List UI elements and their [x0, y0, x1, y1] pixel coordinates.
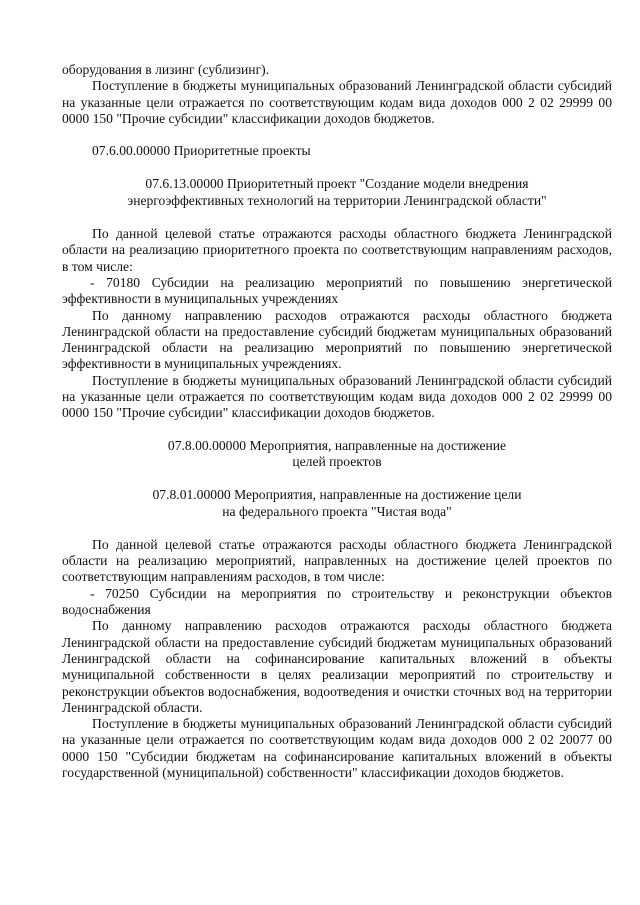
heading-priority-project	[62, 176, 612, 209]
heading-priority-project-line1: 07.6.13.00000 Приоритетный проект "Создание модели внедрения	[145, 176, 529, 192]
paragraph-receipts-2: Поступление в бюджеты муниципальных образований Ленинградской области субсидий на указанные цели отражается по соответствующим кодам вида доходов 000 2 02 29999 00 0000 150 "Прочие субсидии" классификации доходов бюджетов.	[62, 372, 612, 421]
heading-priority-project-line2: энергоэффективных технологий на территории Ленинградской области"	[127, 192, 547, 208]
document-page	[62, 62, 612, 781]
heading-measures	[62, 438, 612, 471]
heading-clean-water-line2: на федерального проекта "Чистая вода"	[222, 503, 452, 519]
paragraph-priority-article: По данной целевой статье отражаются расходы областного бюджета Ленинградской области на реализацию приоритетного проекта по соответствующим направлениям расходов, в том числе:	[62, 226, 612, 274]
heading-clean-water	[62, 487, 612, 520]
paragraph-intro-tail: оборудования в лизинг (сублизинг).	[62, 62, 270, 77]
paragraph-receipts-1: Поступление в бюджеты муниципальных образований Ленинградской области субсидий на указанные цели отражается по соответствующим кодам вида доходов 000 2 02 29999 00 0000 150 "Прочие субсидии" классификации доходов бюджетов.	[62, 78, 612, 126]
heading-measures-line1: 07.8.00.00000 Мероприятия, направленные на достижение	[167, 437, 507, 453]
heading-measures-line2: целей проектов	[292, 453, 382, 469]
paragraph-70180-direction: По данному направлению расходов отражаются расходы областного бюджета Ленинградской области на предоставление субсидий бюджетам муниципальных образований Ленинградской области на реализацию мероприятий по повышению энергетической эффективности в муниципальных учреждениях.	[62, 307, 612, 372]
paragraph-measures-article: По данной целевой статье отражаются расходы областного бюджета Ленинградской области на реализацию мероприятий, направленных на достижение целей проектов по соответствующим направлениям расходов, в том числе:	[62, 536, 612, 585]
heading-clean-water-line1: 07.8.01.00000 Мероприятия, направленные на достижение цели	[152, 487, 522, 503]
heading-priority-projects: 07.6.00.00000 Приоритетные проекты	[92, 143, 311, 159]
list-item-70180: - 70180 Субсидии на реализацию мероприятий по повышению энергетической эффективности в муниципальных учреждениях	[62, 274, 612, 307]
paragraph-receipts-3: Поступление в бюджеты муниципальных образований Ленинградской области субсидий на указанные цели отражается по соответствующим кодам вида доходов 000 2 02 20077 00 0000 150 "Субсидии бюджетам на софинансирование капитальных вложений в объекты государственной (муниципальной) собственности" классификации доходов бюджетов.	[62, 716, 612, 780]
paragraph-70250-direction: По данному направлению расходов отражаются расходы областного бюджета Ленинградской области на предоставление субсидий бюджетам муниципальных образований Ленинградской области на софинансирование капитальных вложений в объекты муниципальной собственности в целях реализации мероприятий по строительству и реконструкции объектов водоснабжения, водоотведения и очистки сточных вод на территории Ленинградской области.	[62, 618, 612, 715]
list-item-70250: - 70250 Субсидии на мероприятия по строительству и реконструкции объектов водоснабжения	[62, 585, 612, 618]
